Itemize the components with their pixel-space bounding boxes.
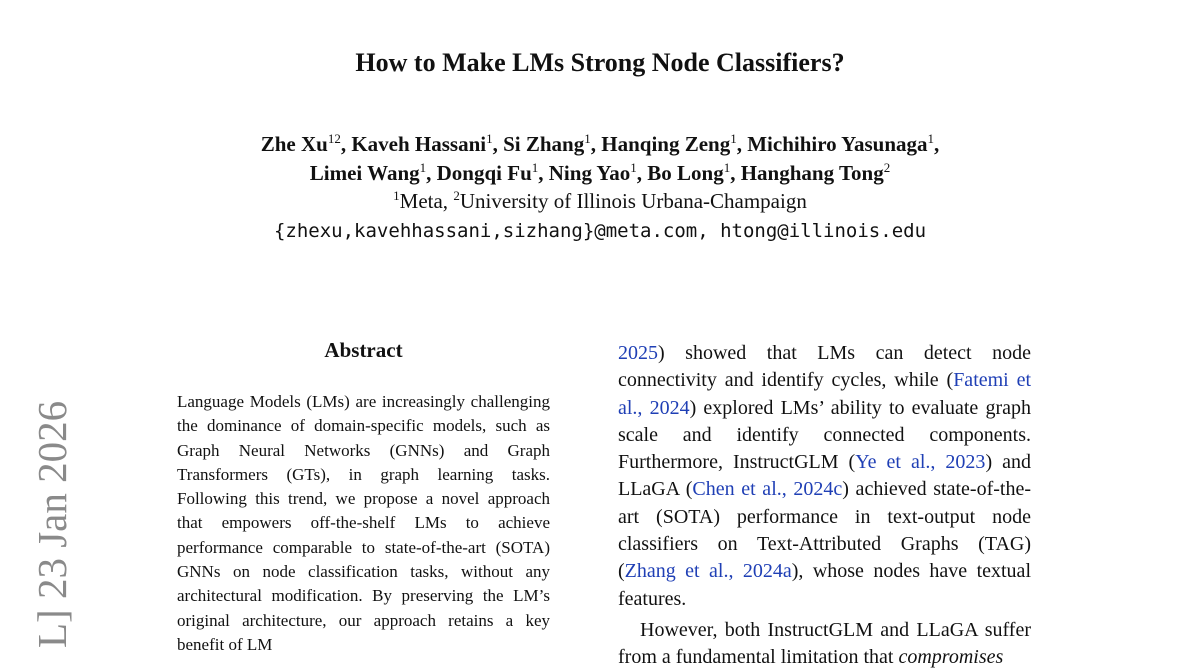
affiliation-marker: 1	[393, 188, 400, 203]
author-name: Bo Long$^1$,	[647, 160, 741, 185]
affiliation-uiuc: University of Illinois Urbana-Champaign	[459, 189, 807, 213]
author-name: Zhe Xu$^{12}$,	[260, 131, 352, 156]
citation-link[interactable]: Ye et al., 2023	[855, 451, 986, 474]
author-name: Dongqi Fu$^1$,	[436, 160, 549, 185]
affiliation-meta: Meta,	[399, 189, 454, 213]
affiliation-marker: 1	[927, 131, 935, 146]
affiliation-marker: 1	[531, 160, 539, 175]
abstract-text: Language Models (LMs) are increasingly challenging the dominance of domain-specific models, such as Graph Neural Networks (GNNs) and Graph Transformers (GTs), in graph learning tasks. Following this trend, we propose a novel approach that empowers off-the-shelf LMs to achieve performance comparable to state-of-the-art (SOTA) GNNs on node classification tasks, without any architectural modification. By preserving the LM’s original architecture, our approach retains a key benefit of LM	[177, 392, 550, 654]
author-name: Limei Wang$^1$,	[309, 160, 437, 185]
paragraph-text: ) and LLaGA (	[618, 451, 1031, 501]
affiliation-marker: 1	[419, 160, 427, 175]
citation-link[interactable]: Chen et al., 2024c	[692, 478, 843, 501]
affiliation-marker: 1	[486, 131, 493, 146]
affiliation-marker: 1	[630, 160, 637, 175]
citation-link[interactable]: Zhang et al., 2024a	[624, 560, 792, 583]
affiliation-marker: 1	[730, 131, 737, 146]
citation-link[interactable]: Fatemi et al., 2024	[618, 369, 1032, 419]
affiliations	[0, 187, 1200, 216]
citation-link[interactable]: 2025	[618, 342, 658, 364]
author-name: Si Zhang$^1$,	[503, 131, 602, 156]
affiliation-marker: 2	[453, 188, 460, 203]
author-emails: {zhexu,kavehhassani,sizhang}@meta.com, htong@illinois.edu	[273, 220, 927, 242]
affiliation-marker: 1	[584, 131, 591, 146]
abstract-heading: Abstract	[324, 338, 403, 362]
author-list	[0, 130, 1200, 188]
intro-paragraph	[618, 617, 1031, 672]
arxiv-stamp: L] 23 Jan 2026	[29, 400, 75, 648]
affiliation-marker: 2	[883, 160, 891, 175]
author-line	[0, 159, 1200, 188]
intro-paragraph	[618, 340, 1031, 613]
paragraph-text: ), whose nodes have textual features.	[618, 560, 1031, 610]
emphasis-text: compromises	[898, 646, 1004, 669]
affiliation-marker: 12	[327, 131, 341, 146]
paragraph-text: However, both InstructGLM and LLaGA suffer from a fundamental limitation that	[618, 618, 1031, 669]
author-name: Michihiro Yasunaga$^1$,	[747, 131, 940, 156]
affiliation-marker: 1	[723, 160, 731, 175]
author-name: Kaveh Hassani$^1$,	[351, 131, 504, 156]
intro-column	[618, 340, 1031, 672]
paragraph-text: ) achieved state-of-the-art (SOTA) performance in text-output node classifiers on Text-Attributed Graphs (TAG) (	[618, 478, 1031, 583]
paragraph-text: ) explored LMs’ ability to evaluate graph scale and identify connected components. Furthermore, InstructGLM (	[618, 396, 1031, 474]
author-name: Hanghang Tong$^2$	[740, 160, 891, 185]
author-line	[0, 130, 1200, 159]
paper-title: How to Make LMs Strong Node Classifiers?	[355, 48, 845, 77]
paragraph-text: ) showed that LMs can detect node connectivity and identify cycles, while (	[618, 342, 1031, 392]
author-name: Hanqing Zeng$^1$,	[601, 131, 748, 156]
author-name: Ning Yao$^1$,	[548, 160, 648, 185]
